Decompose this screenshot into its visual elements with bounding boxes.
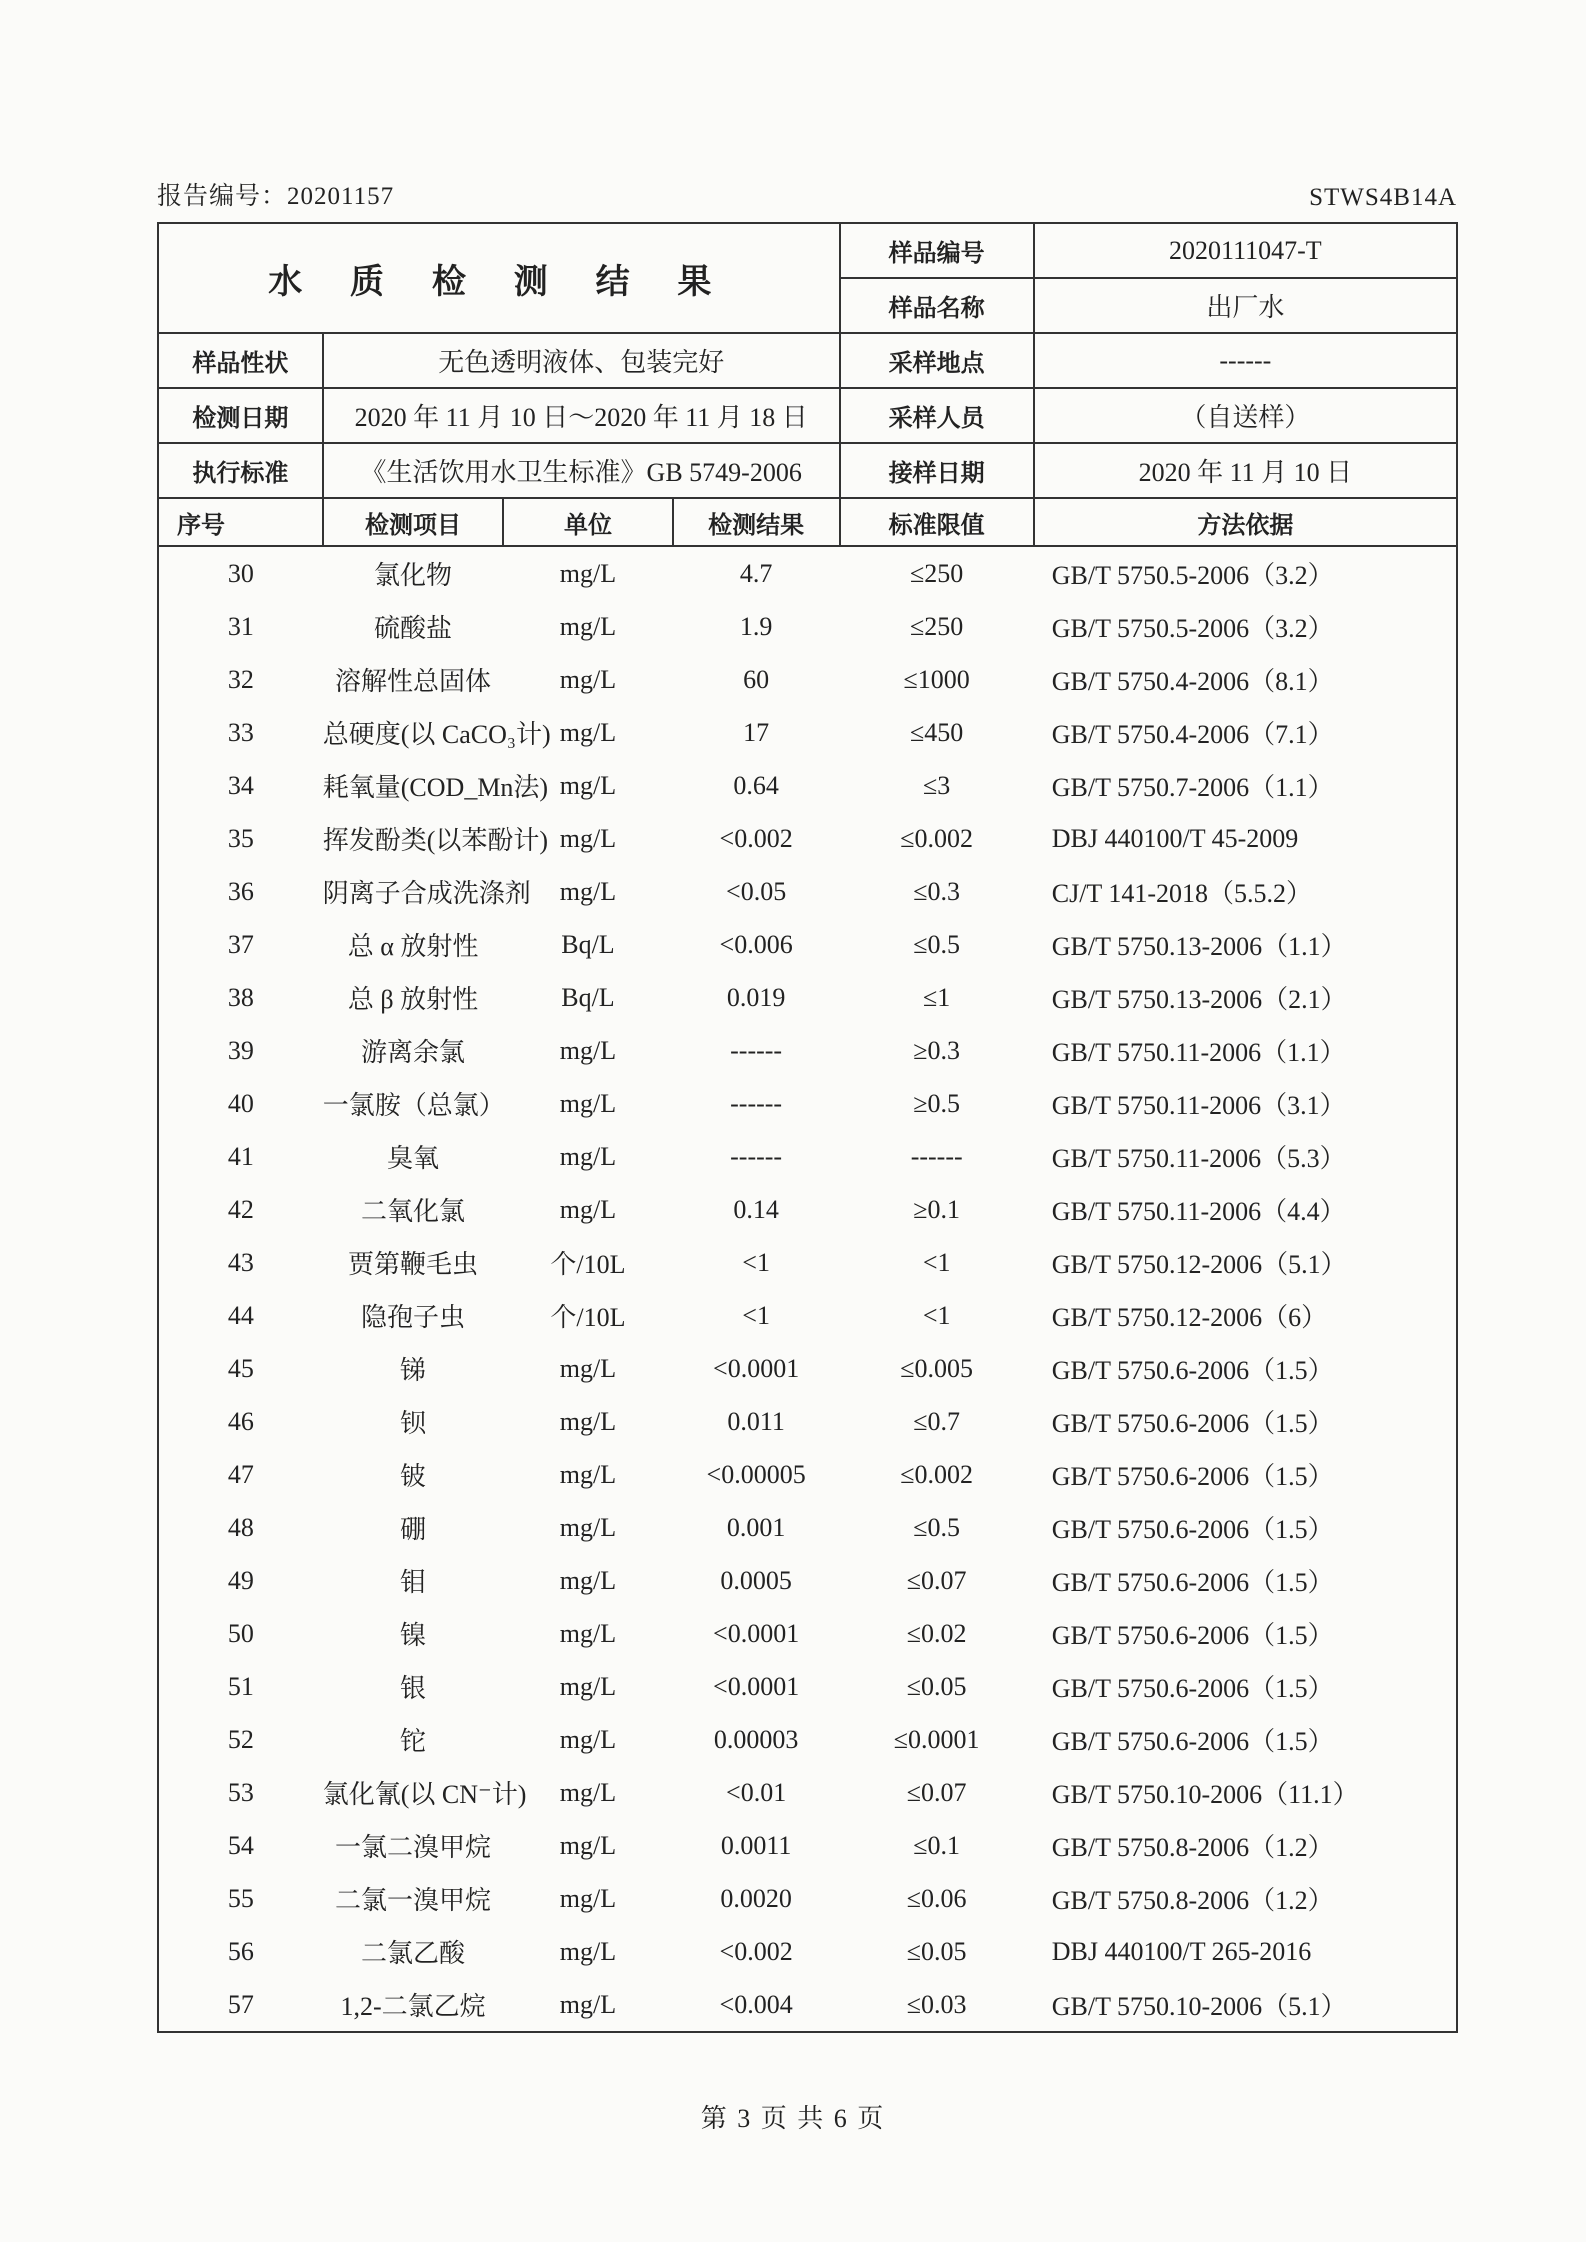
test-item: 二氧化氯 xyxy=(361,1197,466,1226)
standard-limit: ≤0.002 xyxy=(900,823,974,853)
test-item: 臭氧 xyxy=(387,1144,440,1173)
test-result: 0.0020 xyxy=(720,1883,792,1913)
test-item: 溶解性总固体 xyxy=(335,667,492,696)
method-basis: GB/T 5750.5-2006（3.2） xyxy=(1034,600,1457,653)
report-header-line xyxy=(157,180,1457,212)
sample-no-value: 2020111047-T xyxy=(1034,223,1457,278)
standard-limit: ≤0.06 xyxy=(906,1883,967,1913)
sample-name-value: 出厂水 xyxy=(1034,278,1457,333)
row-index: 48 xyxy=(158,1501,323,1554)
row-index: 54 xyxy=(158,1819,323,1872)
standard-limit: ≤0.005 xyxy=(900,1353,974,1383)
test-date-label: 检测日期 xyxy=(158,388,323,443)
test-result: 0.0005 xyxy=(720,1565,792,1595)
row-index: 42 xyxy=(158,1183,323,1236)
test-item: 挥发酚类(以苯酚计) xyxy=(322,826,549,855)
test-result: 0.001 xyxy=(726,1512,786,1542)
column-header-row xyxy=(158,498,1457,546)
table-body xyxy=(158,546,1457,2032)
unit: mg/L xyxy=(559,1565,617,1595)
test-result: <0.002 xyxy=(719,823,793,853)
method-basis: GB/T 5750.5-2006（3.2） xyxy=(1034,546,1457,600)
test-item: 铍 xyxy=(400,1462,427,1491)
test-item: 锑 xyxy=(400,1356,427,1385)
table-row xyxy=(158,1183,1457,1236)
standard-limit: <1 xyxy=(922,1247,951,1277)
row-index: 43 xyxy=(158,1236,323,1289)
test-date-value: 2020 年 11 月 10 日～2020 年 11 月 18 日 xyxy=(323,388,840,443)
method-basis: GB/T 5750.7-2006（1.1） xyxy=(1034,759,1457,812)
unit: mg/L xyxy=(559,1088,617,1118)
method-basis: GB/T 5750.6-2006（1.5） xyxy=(1034,1501,1457,1554)
method-basis: DBJ 440100/T 265-2016 xyxy=(1034,1925,1457,1978)
method-basis: GB/T 5750.10-2006（5.1） xyxy=(1034,1978,1457,2032)
test-item: 1,2-二氯乙烷 xyxy=(323,1978,504,2032)
unit: mg/L xyxy=(503,1978,672,2032)
unit: mg/L xyxy=(559,1671,617,1701)
test-result: <0.05 xyxy=(726,876,787,906)
table-row xyxy=(158,653,1457,706)
unit: mg/L xyxy=(559,1353,617,1383)
water-quality-results-table xyxy=(157,222,1458,2033)
unit: mg/L xyxy=(559,1035,617,1065)
standard-label: 执行标准 xyxy=(158,443,323,498)
sampler-label: 采样人员 xyxy=(840,388,1034,443)
method-basis: GB/T 5750.12-2006（6） xyxy=(1034,1289,1457,1342)
test-item: 氯化氰(以 CN⁻计) xyxy=(322,1780,527,1809)
method-basis: GB/T 5750.13-2006（1.1） xyxy=(1034,918,1457,971)
test-result: 0.019 xyxy=(726,982,786,1012)
row-index: 34 xyxy=(158,759,323,812)
test-result: <0.004 xyxy=(673,1978,840,2032)
sampling-site-label: 采样地点 xyxy=(840,333,1034,388)
method-basis: GB/T 5750.6-2006（1.5） xyxy=(1034,1554,1457,1607)
test-result: 0.0011 xyxy=(720,1830,792,1860)
standard-limit: ≤250 xyxy=(910,611,964,641)
standard-limit: ≤0.05 xyxy=(906,1936,967,1966)
table-row xyxy=(158,1448,1457,1501)
standard-limit: ≤3 xyxy=(923,770,951,800)
test-result: <0.01 xyxy=(726,1777,787,1807)
test-result: 60 xyxy=(743,664,770,694)
unit: 个/10L xyxy=(550,1250,626,1279)
standard-limit: ≤0.002 xyxy=(900,1459,974,1489)
method-basis: GB/T 5750.8-2006（1.2） xyxy=(1034,1872,1457,1925)
page-footer: 第 3 页 共 6 页 xyxy=(700,2104,886,2133)
standard-limit: ≤0.03 xyxy=(840,1978,1034,2032)
column-header: 序号 xyxy=(158,498,323,546)
unit: mg/L xyxy=(559,664,617,694)
standard-limit: ≤0.7 xyxy=(913,1406,961,1436)
table-row xyxy=(158,1395,1457,1448)
row-index: 46 xyxy=(158,1395,323,1448)
column-header: 检测项目 xyxy=(323,498,504,546)
row-index: 51 xyxy=(158,1660,323,1713)
unit: mg/L xyxy=(559,1883,617,1913)
test-result: <0.006 xyxy=(719,929,793,959)
row-index: 47 xyxy=(158,1448,323,1501)
table-row xyxy=(158,1660,1457,1713)
table-row xyxy=(158,1342,1457,1395)
method-basis: GB/T 5750.11-2006（5.3） xyxy=(1034,1130,1457,1183)
test-item: 耗氧量(COD_Mn法) xyxy=(322,773,549,802)
test-result: 4.7 xyxy=(739,558,773,588)
method-basis: GB/T 5750.6-2006（1.5） xyxy=(1034,1395,1457,1448)
method-basis: GB/T 5750.11-2006（4.4） xyxy=(1034,1183,1457,1236)
table-row xyxy=(158,1872,1457,1925)
standard-limit: ≤1000 xyxy=(903,664,970,694)
table-row xyxy=(158,1289,1457,1342)
standard-limit: ≥0.5 xyxy=(913,1088,961,1118)
row-index: 39 xyxy=(158,1024,323,1077)
sample-name-label: 样品名称 xyxy=(840,278,1034,333)
test-item: 铊 xyxy=(400,1727,427,1756)
table-row xyxy=(158,1713,1457,1766)
table-row xyxy=(158,1607,1457,1660)
test-result: <0.0001 xyxy=(713,1671,800,1701)
table-row xyxy=(158,918,1457,971)
row-index: 45 xyxy=(158,1342,323,1395)
column-header: 标准限值 xyxy=(840,498,1034,546)
receive-date-value: 2020 年 11 月 10 日 xyxy=(1034,443,1457,498)
standard-limit: ≤0.02 xyxy=(906,1618,967,1648)
unit: mg/L xyxy=(559,558,617,588)
test-item: 钼 xyxy=(400,1568,427,1597)
unit: mg/L xyxy=(559,1830,617,1860)
standard-limit: ≤250 xyxy=(910,558,964,588)
table-row xyxy=(158,546,1457,600)
report-code: STWS4B14A xyxy=(1309,184,1457,211)
table-row xyxy=(158,1978,1457,2032)
sampling-site-value: ------ xyxy=(1034,333,1457,388)
unit: Bq/L xyxy=(561,929,615,959)
standard-limit: ≤0.3 xyxy=(913,876,961,906)
column-header: 检测结果 xyxy=(673,498,840,546)
sampler-value: （自送样） xyxy=(1034,388,1457,443)
table-row xyxy=(158,971,1457,1024)
row-index: 57 xyxy=(158,1978,323,2032)
test-result: <0.00005 xyxy=(706,1459,806,1489)
unit: mg/L xyxy=(559,1459,617,1489)
test-item: 一氯胺（总氯） xyxy=(322,1091,505,1120)
test-item: 镍 xyxy=(400,1621,427,1650)
unit: mg/L xyxy=(559,1618,617,1648)
method-basis: GB/T 5750.6-2006（1.5） xyxy=(1034,1342,1457,1395)
unit: mg/L xyxy=(559,1141,617,1171)
receive-date-label: 接样日期 xyxy=(840,443,1034,498)
standard-limit: ≤0.0001 xyxy=(893,1724,980,1754)
unit: mg/L xyxy=(559,823,617,853)
table-row xyxy=(158,706,1457,759)
method-basis: GB/T 5750.6-2006（1.5） xyxy=(1034,1448,1457,1501)
table-row xyxy=(158,1925,1457,1978)
sample-no-label: 样品编号 xyxy=(840,223,1034,278)
table-row xyxy=(158,812,1457,865)
unit: mg/L xyxy=(559,717,617,747)
test-result: 0.64 xyxy=(733,770,779,800)
standard-limit: ≤0.1 xyxy=(913,1830,961,1860)
column-header: 单位 xyxy=(503,498,672,546)
standard-limit: ------ xyxy=(910,1141,963,1171)
test-result: <0.002 xyxy=(719,1936,793,1966)
test-result: 1.9 xyxy=(739,611,773,641)
table-row xyxy=(158,865,1457,918)
row-index: 36 xyxy=(158,865,323,918)
standard-limit: ≤0.07 xyxy=(906,1565,967,1595)
row-index: 37 xyxy=(158,918,323,971)
table-row xyxy=(158,1819,1457,1872)
method-basis: GB/T 5750.12-2006（5.1） xyxy=(1034,1236,1457,1289)
row-index: 52 xyxy=(158,1713,323,1766)
row-index: 35 xyxy=(158,812,323,865)
standard-limit: ≤0.05 xyxy=(906,1671,967,1701)
row-index: 31 xyxy=(158,600,323,653)
row-index: 33 xyxy=(158,706,323,759)
row-index: 32 xyxy=(158,653,323,706)
standard-limit: ≤0.5 xyxy=(913,929,961,959)
row-index: 38 xyxy=(158,971,323,1024)
row-index: 55 xyxy=(158,1872,323,1925)
sample-trait-value: 无色透明液体、包装完好 xyxy=(323,333,840,388)
test-result: ------ xyxy=(730,1141,783,1171)
table-row xyxy=(158,1501,1457,1554)
test-item: 总 α 放射性 xyxy=(347,932,479,961)
test-item: 贾第鞭毛虫 xyxy=(348,1250,479,1279)
test-item: 氯化物 xyxy=(374,561,453,590)
test-result: 0.011 xyxy=(727,1406,785,1436)
table-row xyxy=(158,1554,1457,1607)
test-item: 硼 xyxy=(400,1515,427,1544)
standard-limit: ≤450 xyxy=(910,717,964,747)
test-item: 二氯乙酸 xyxy=(361,1939,466,1968)
test-result: <1 xyxy=(742,1300,770,1330)
standard-value: 《生活饮用水卫生标准》GB 5749-2006 xyxy=(323,443,840,498)
test-item: 硫酸盐 xyxy=(374,614,453,643)
table-row xyxy=(158,759,1457,812)
test-item: 二氯一溴甲烷 xyxy=(335,1886,492,1915)
unit: mg/L xyxy=(559,1406,617,1436)
method-basis: GB/T 5750.4-2006（8.1） xyxy=(1034,653,1457,706)
row-index: 56 xyxy=(158,1925,323,1978)
column-header: 方法依据 xyxy=(1034,498,1457,546)
method-basis: DBJ 440100/T 45-2009 xyxy=(1034,812,1457,865)
standard-limit: ≤0.07 xyxy=(906,1777,967,1807)
test-result: 17 xyxy=(743,717,770,747)
test-item: 总 β 放射性 xyxy=(347,985,479,1014)
method-basis: GB/T 5750.8-2006（1.2） xyxy=(1034,1819,1457,1872)
table-row xyxy=(158,1130,1457,1183)
test-item: 一氯二溴甲烷 xyxy=(335,1833,492,1862)
table-row xyxy=(158,1077,1457,1130)
test-item: 阴离子合成洗涤剂 xyxy=(322,879,531,908)
standard-limit: <1 xyxy=(922,1300,951,1330)
test-result: ------ xyxy=(730,1088,783,1118)
method-basis: GB/T 5750.6-2006（1.5） xyxy=(1034,1713,1457,1766)
row-index: 44 xyxy=(158,1289,323,1342)
table-row xyxy=(158,600,1457,653)
unit: Bq/L xyxy=(561,982,615,1012)
standard-limit: ≤1 xyxy=(923,982,951,1012)
standard-limit: ≥0.1 xyxy=(913,1194,961,1224)
method-basis: GB/T 5750.11-2006（1.1） xyxy=(1034,1024,1457,1077)
table-row xyxy=(158,1024,1457,1077)
method-basis: GB/T 5750.10-2006（11.1） xyxy=(1034,1766,1457,1819)
unit: mg/L xyxy=(559,1777,617,1807)
table-row xyxy=(158,1236,1457,1289)
test-item: 银 xyxy=(400,1674,427,1703)
unit: mg/L xyxy=(559,1724,617,1754)
test-item: 总硬度(以 CaCO₃计) xyxy=(322,720,551,749)
unit: 个/10L xyxy=(550,1303,626,1332)
row-index: 30 xyxy=(158,546,323,600)
test-item: 隐孢子虫 xyxy=(361,1303,466,1332)
test-result: <0.0001 xyxy=(713,1618,800,1648)
method-basis: GB/T 5750.6-2006（1.5） xyxy=(1034,1660,1457,1713)
test-result: ------ xyxy=(730,1035,783,1065)
report-number: 报告编号：20201157 xyxy=(157,183,395,210)
row-index: 53 xyxy=(158,1766,323,1819)
row-index: 41 xyxy=(158,1130,323,1183)
method-basis: GB/T 5750.4-2006（7.1） xyxy=(1034,706,1457,759)
row-index: 49 xyxy=(158,1554,323,1607)
row-index: 50 xyxy=(158,1607,323,1660)
test-result: 0.14 xyxy=(733,1194,779,1224)
test-result: <0.0001 xyxy=(713,1353,800,1383)
test-result: <1 xyxy=(742,1247,770,1277)
standard-limit: ≥0.3 xyxy=(913,1035,961,1065)
unit: mg/L xyxy=(559,1194,617,1224)
method-basis: CJ/T 141-2018（5.5.2） xyxy=(1034,865,1457,918)
unit: mg/L xyxy=(559,770,617,800)
page-title: 水 质 检 测 结 果 xyxy=(158,223,840,333)
unit: mg/L xyxy=(559,611,617,641)
method-basis: GB/T 5750.11-2006（3.1） xyxy=(1034,1077,1457,1130)
standard-limit: ≤0.5 xyxy=(913,1512,961,1542)
unit: mg/L xyxy=(559,1512,617,1542)
test-result: 0.00003 xyxy=(713,1724,799,1754)
row-index: 40 xyxy=(158,1077,323,1130)
table-row xyxy=(158,1766,1457,1819)
method-basis: GB/T 5750.13-2006（2.1） xyxy=(1034,971,1457,1024)
unit: mg/L xyxy=(559,876,617,906)
sample-trait-label: 样品性状 xyxy=(158,333,323,388)
unit: mg/L xyxy=(559,1936,617,1966)
test-item: 钡 xyxy=(400,1409,427,1438)
method-basis: GB/T 5750.6-2006（1.5） xyxy=(1034,1607,1457,1660)
test-item: 游离余氯 xyxy=(361,1038,466,1067)
